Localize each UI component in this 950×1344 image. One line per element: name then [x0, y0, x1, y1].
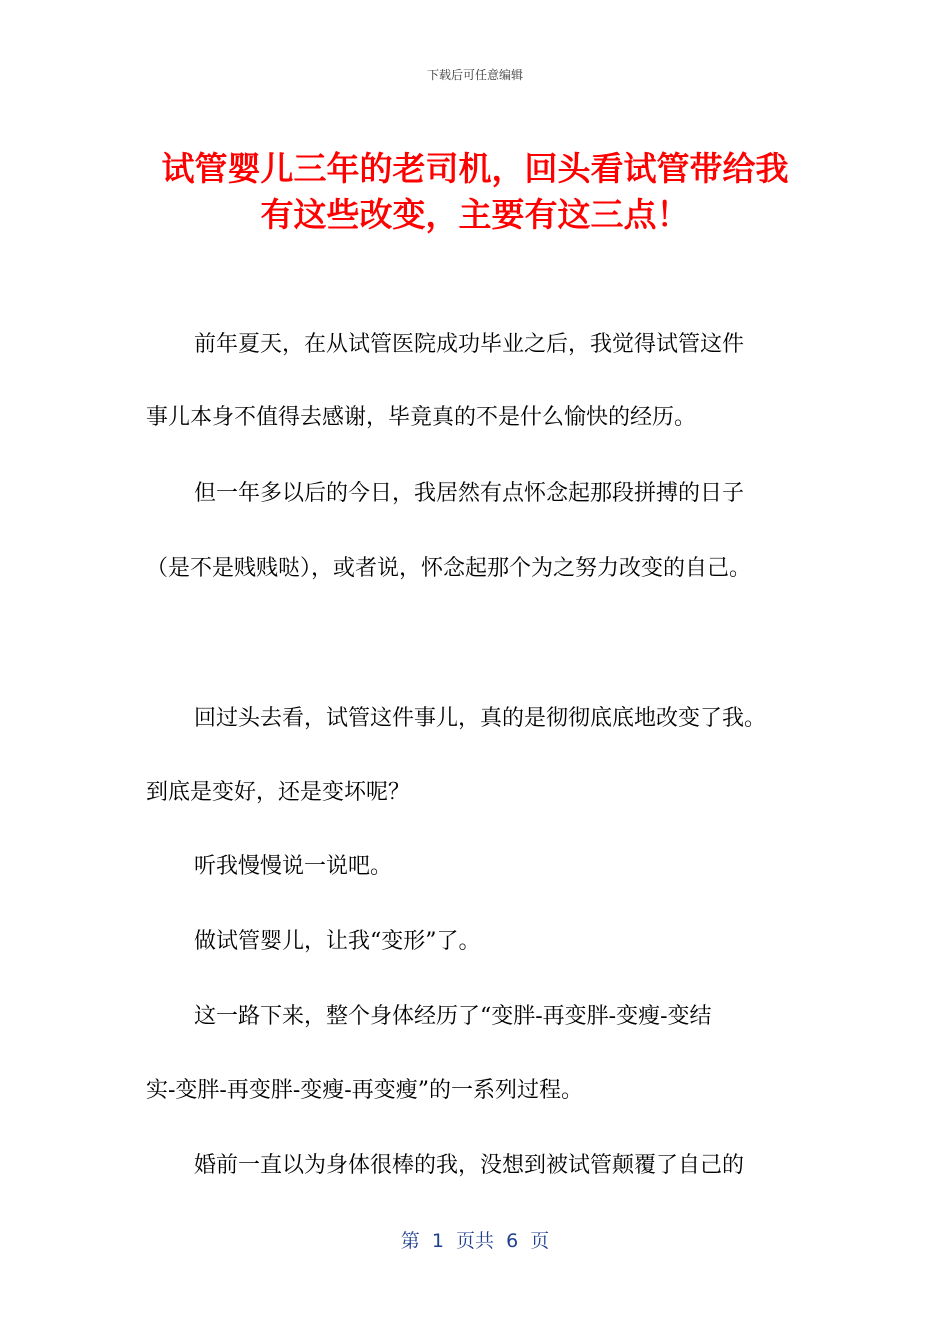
body-line: 这一路下来，整个身体经历了“变胖-再变胖-变瘦-变结: [194, 1004, 712, 1029]
body-line: 回过头去看，试管这件事儿，真的是彻彻底底地改变了我。: [194, 706, 767, 731]
header-note: 下载后可任意编辑: [426, 68, 523, 82]
body-line: 事儿本身不值得去感谢，毕竟真的不是什么愉快的经历。: [146, 405, 697, 430]
body-line: （是不是贱贱哒），或者说，怀念起那个为之努力改变的自己。: [146, 556, 752, 581]
body-line: 婚前一直以为身体很棒的我，没想到被试管颠覆了自己的: [194, 1153, 745, 1178]
page-footer: 第 1 页共 6 页: [400, 1230, 550, 1252]
body-line: 做试管婴儿，让我“变形”了。: [194, 929, 481, 954]
body-line: 但一年多以后的今日，我居然有点怀念起那段拼搏的日子: [194, 481, 745, 506]
body-line: 实-变胖-再变胖-变瘦-再变瘦”的一系列过程。: [146, 1078, 583, 1103]
title-line-2: 有这些改变，主要有这三点！: [260, 195, 690, 234]
body-line: 到底是变好，还是变坏呢？: [146, 780, 411, 805]
body-line: 前年夏天，在从试管医院成功毕业之后，我觉得试管这件: [194, 332, 745, 357]
body-line: 听我慢慢说一说吧。: [194, 854, 393, 879]
title-line-1: 试管婴儿三年的老司机，回头看试管带给我: [161, 149, 789, 188]
document-title: [100, 146, 850, 238]
